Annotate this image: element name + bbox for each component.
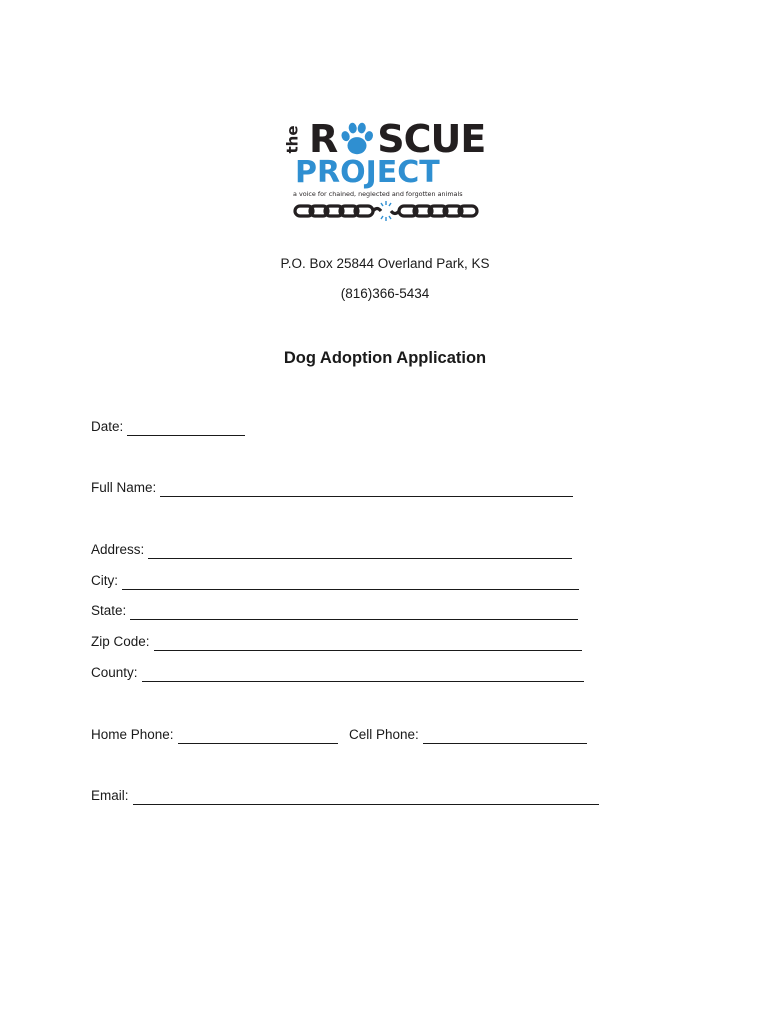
cell-phone-field[interactable] [349, 726, 587, 744]
date-field[interactable] [91, 418, 245, 436]
email-field[interactable] [91, 787, 599, 805]
page-title: Dog Adoption Application [283, 349, 487, 367]
organization-address: P.O. Box 25844 Overland Park, KS [280, 256, 490, 271]
zip-code-input-line[interactable] [154, 636, 582, 651]
address-field[interactable] [91, 541, 572, 559]
paw-icon [338, 119, 376, 159]
logo-the-text: the [283, 125, 302, 154]
logo-project-word: PROJECT [295, 155, 440, 190]
logo-tagline: a voice for chained, neglected and forgotten animals [293, 190, 463, 198]
address-input-line[interactable] [148, 544, 572, 559]
email-label: Email: [91, 788, 129, 803]
cell-phone-input-line[interactable] [423, 729, 587, 744]
county-input-line[interactable] [142, 667, 584, 682]
broken-chain-icon [293, 200, 479, 222]
full-name-input-line[interactable] [160, 482, 573, 497]
zip-code-field[interactable] [91, 633, 582, 651]
organization-phone: (816)366-5434 [340, 286, 430, 301]
home-phone-field[interactable] [91, 726, 338, 744]
full-name-label: Full Name: [91, 480, 157, 495]
zip-code-label: Zip Code: [91, 634, 150, 649]
full-name-field[interactable] [91, 479, 573, 497]
logo-rescue-r: R [309, 117, 338, 161]
address-label: Address: [91, 542, 145, 557]
rescue-project-logo [283, 112, 486, 222]
state-field[interactable] [91, 602, 578, 620]
logo-rescue-word [309, 118, 485, 160]
cell-phone-label: Cell Phone: [349, 727, 419, 742]
city-label: City: [91, 573, 118, 588]
county-field[interactable] [91, 664, 584, 682]
home-phone-label: Home Phone: [91, 727, 174, 742]
logo-rescue-scue: SCUE [377, 117, 486, 161]
email-input-line[interactable] [133, 790, 599, 805]
home-phone-input-line[interactable] [178, 729, 338, 744]
date-input-line[interactable] [127, 421, 245, 436]
city-field[interactable] [91, 572, 579, 590]
date-label: Date: [91, 419, 124, 434]
state-input-line[interactable] [130, 605, 578, 620]
city-input-line[interactable] [122, 575, 579, 590]
county-label: County: [91, 665, 138, 680]
state-label: State: [91, 603, 127, 618]
